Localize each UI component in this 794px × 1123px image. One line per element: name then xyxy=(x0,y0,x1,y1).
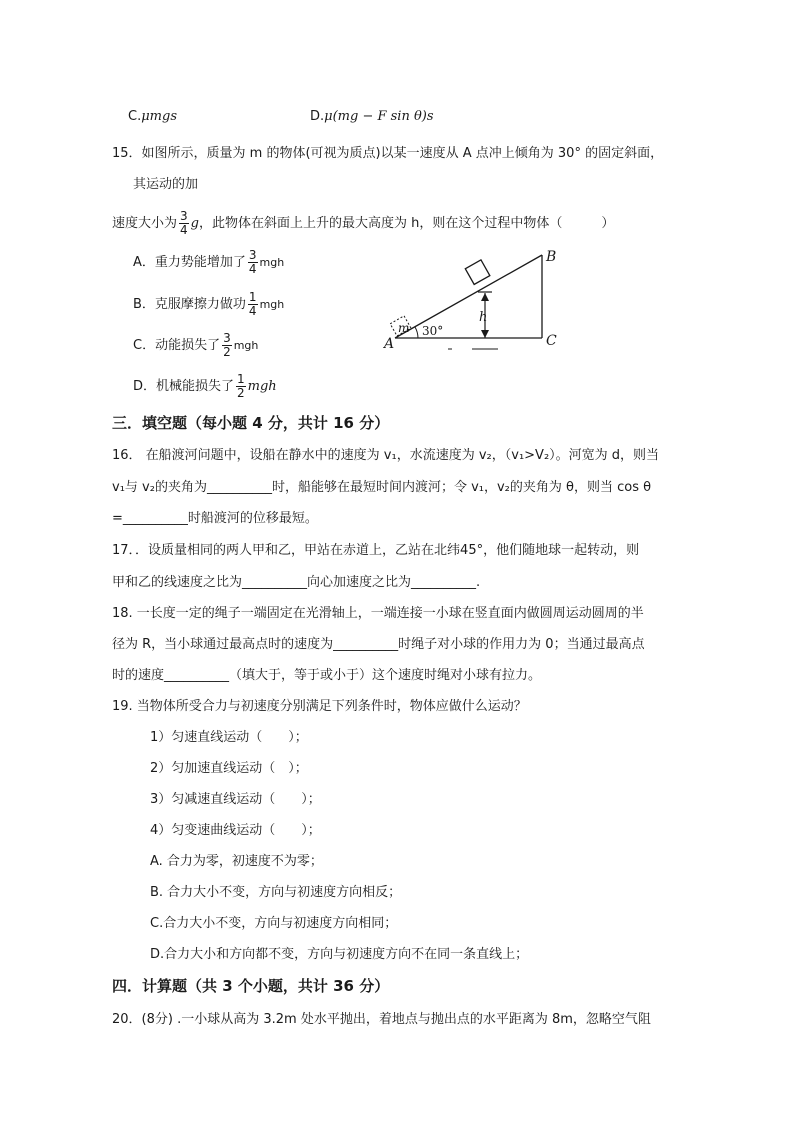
q16-line3: =__________时船渡河的位移最短。 xyxy=(112,511,318,526)
q14-option-c: C.μmgs xyxy=(128,109,177,124)
q15-option-c: C．动能损失了 $\frac{3}{2}$ mgh xyxy=(133,331,259,359)
angle-arc xyxy=(415,327,418,338)
q19-stem: 19. 当物体所受合力与初速度分别满足下列条件时，物体应做什么运动？ xyxy=(112,699,527,714)
label-b: B xyxy=(546,249,557,265)
q15-stem-line1: 15．如图所示，质量为 m 的物体(可视为质点)以某一速度从 A 点冲上倾角为 30° 的固定斜面， xyxy=(112,146,664,161)
label-c: C xyxy=(546,333,557,349)
q18-line2: 径为 R，当小球通过最高点时的速度为__________时绳子对小球的作用力为 0；当通过最高点 xyxy=(112,637,645,652)
q16-line1: 16． 在船渡河问题中，设船在静水中的速度为 v₁，水流速度为 v₂，（v₁>V₂）。河宽为 d，则当 xyxy=(112,448,660,463)
incline-figure xyxy=(380,245,580,355)
q17-line2: 甲和乙的线速度之比为__________向心加速度之比为__________. xyxy=(112,575,481,590)
q18-line3: 时的速度__________（填大于，等于或小于）这个速度时绳对小球有拉力。 xyxy=(112,668,542,683)
q19-item: 4）匀变速曲线运动（ ）； xyxy=(150,823,321,838)
q20-line1: 20．(8分) .一小球从高为 3.2m 处水平抛出，着地点与抛出点的水平距离为 8m，忽略空气阻 xyxy=(112,1012,651,1027)
label-h: h xyxy=(479,310,488,325)
label-m: m xyxy=(398,321,410,335)
q19-item: 3）匀减速直线运动（ ）； xyxy=(150,792,321,807)
q15-option-a: A．重力势能增加了 $\frac{3}{4}$ mgh xyxy=(133,248,285,276)
q17-line1: 17．．设质量相同的两人甲和乙，甲站在赤道上，乙站在北纬45°，他们随地球一起转动，则 xyxy=(112,543,640,558)
q19-option: C.合力大小不变，方向与初速度方向相同； xyxy=(150,916,398,931)
label-angle: 30° xyxy=(422,324,444,338)
label-a: A xyxy=(384,336,395,352)
block xyxy=(465,260,490,285)
q15-option-d: D．机械能损失了 $\frac{1}{2}$ mgh xyxy=(133,372,277,400)
q19-option: B. 合力大小不变，方向与初速度方向相反； xyxy=(150,885,402,900)
q19-option: A. 合力为零，初速度不为零； xyxy=(150,854,323,869)
q19-option: D.合力大小和方向都不变，方向与初速度方向不在同一条直线上； xyxy=(150,947,529,962)
q18-line1: 18. 一长度一定的绳子一端固定在光滑轴上，一端连接一小球在竖直面内做圆周运动圆周的半 xyxy=(112,606,644,621)
q15-stem-line3: 速度大小为 $\frac{3}{4}$ g，此物体在斜面上上升的最大高度为 h，则在这个过程中物体（ ） xyxy=(112,209,615,237)
section-4-heading: 四．计算题（共 3 个小题，共计 36 分） xyxy=(112,977,390,995)
section-3-heading: 三．填空题（每小题 4 分，共计 16 分） xyxy=(112,414,390,432)
q16-line2: v₁与 v₂的夹角为__________时，船能够在最短时间内渡河；令 v₁，v₂的夹角为 θ，则当 cos θ xyxy=(112,480,652,495)
height-arrow-down xyxy=(481,330,489,338)
q15-stem-line2: 其运动的加 xyxy=(133,177,199,192)
q14-option-d: D.μ(mg − F sin θ)s xyxy=(310,109,434,124)
q19-item: 1）匀速直线运动（ ）； xyxy=(150,730,308,745)
height-arrow-up xyxy=(481,293,489,301)
q19-item: 2）匀加速直线运动（ ）； xyxy=(150,761,308,776)
q15-option-b: B．克服摩擦力做功 $\frac{1}{4}$ mgh xyxy=(133,290,285,318)
